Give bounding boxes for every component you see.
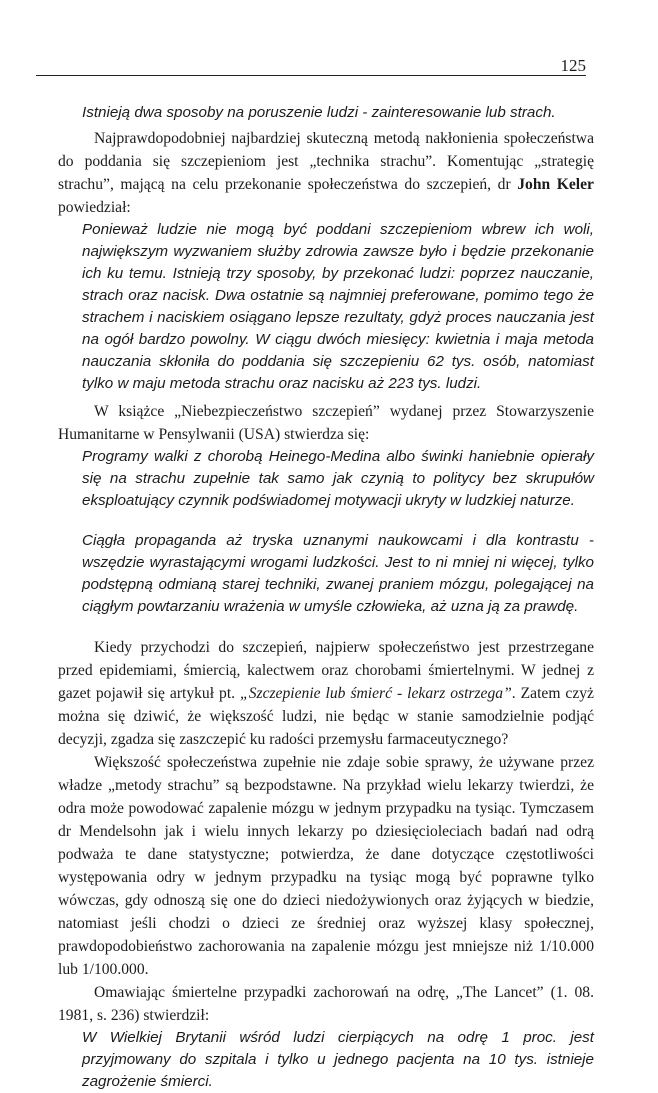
paragraph-5: Omawiając śmiertelne przypadki zachorowań na odrę, „The Lancet” (1. 08. 1981, s. 236) stwierdził:: [58, 984, 594, 1024]
page-number: 125: [560, 56, 586, 75]
header-rule: [36, 75, 586, 76]
lead-line: Istnieją dwa sposoby na poruszenie ludzi - zainteresowanie lub strach.: [82, 104, 556, 121]
quote-4: W Wielkiej Brytanii wśród ludzi cierpiących na odrę 1 proc. jest przyjmowany do szpitala i tylko u jednego pacjenta na 10 tys. istnieje zagrożenie śmierci.: [82, 1029, 594, 1090]
quote-3: Ciągła propaganda aż tryska uznanymi naukowcami i dla kontrastu - wszędzie wyrastającymi wrogami ludzkości. Jest to ni mniej ni więcej, tylko podstępną odmianą starej techniki, zwanej praniem mózgu, polegającej na ciągłym powtarzaniu wrażenia w umyśle człowieka, aż uzna ją za prawdę.: [82, 532, 594, 615]
paragraph-1: Najprawdopodobniej najbardziej skuteczną metodą nakłonienia społeczeństwa do poddania się szczepieniom jest „technika strachu”. Komentując „strategię strachu”, mającą na celu przekonanie społeczeństwa do szczepień, dr John Keler powiedział:: [58, 130, 594, 216]
article-title: „Szczepienie lub śmierć - lekarz ostrzega”: [240, 685, 512, 702]
quote-1: Ponieważ ludzie nie mogą być poddani szczepieniom wbrew ich woli, największym wyzwaniem służby zdrowia zawsze było i będzie przekonanie ich ku temu. Istnieją trzy sposoby, by przekonać ludzi: poprzez nauczanie, strach oraz nacisk. Dwa ostatnie są najmniej preferowane, pomimo tego że strachem i naciskiem osiągano lepsze rezultaty, gdyż proces nauczania jest na ogół bardzo powolny. W ciągu dwóch miesięcy: kwietnia i maja metoda nauczania skłoniła do poddania się szczepieniu 62 tys. osób, natomiast tylko w maju metoda strachu oraz nacisku aż 223 tys. ludzi.: [82, 221, 594, 392]
paragraph-3: Kiedy przychodzi do szczepień, najpierw społeczeństwo jest przestrzegane przed epidemiami, śmiercią, kalectwem oraz chorobami śmiertelnymi. W jednej z gazet pojawił się artykuł pt. „Szczepienie lub śmierć - lekarz ostrzega”. Zatem czyż można się dziwić, że większość ludzi, nie będąc w stanie samodzielnie podjąć decyzji, zgadza się zaszczepić ku radości przemysłu farmaceutycznego?: [58, 639, 594, 748]
paragraph-4: Większość społeczeństwa zupełnie nie zdaje sobie sprawy, że używane przez władze „metody strachu” są bezpodstawne. Na przykład wielu lekarzy twierdzi, że odra może powodować zapalenie mózgu w jednym przypadku na tysiąc. Tymczasem dr Mendelsohn jak i wielu innych lekarzy po dziesięcioleciach badań nad odrą podważa te dane statystyczne; potwierdza, że dane dotyczące częstotliwości występowania odry w jednym przypadku na tysiąc mogą być poprawne tylko wówczas, gdy odnoszą się one do dzieci niedożywionych oraz żyjących w biedzie, natomiast jeśli chodzi o dzieci ze średniej oraz wyższej klasy społecznej, prawdopodobieństwo zachorowania na zapalenie mózgu jest mniejsze niż 1/10.000 lub 1/100.000.: [58, 754, 594, 978]
page-body: [58, 101, 594, 1093]
paragraph-2: W książce „Niebezpieczeństwo szczepień” wydanej przez Stowarzyszenie Humanitarne w Pensylwanii (USA) stwierdza się:: [58, 403, 594, 443]
person-name: John Keler: [517, 176, 594, 193]
quote-2: Programy walki z chorobą Heinego-Medina albo świnki haniebnie opierały się na strachu zupełnie tak samo jak czynią to politycy bez skrupułów eksploatujący czynnik podświadomej motywacji ukryty w ludzkiej naturze.: [82, 448, 594, 509]
